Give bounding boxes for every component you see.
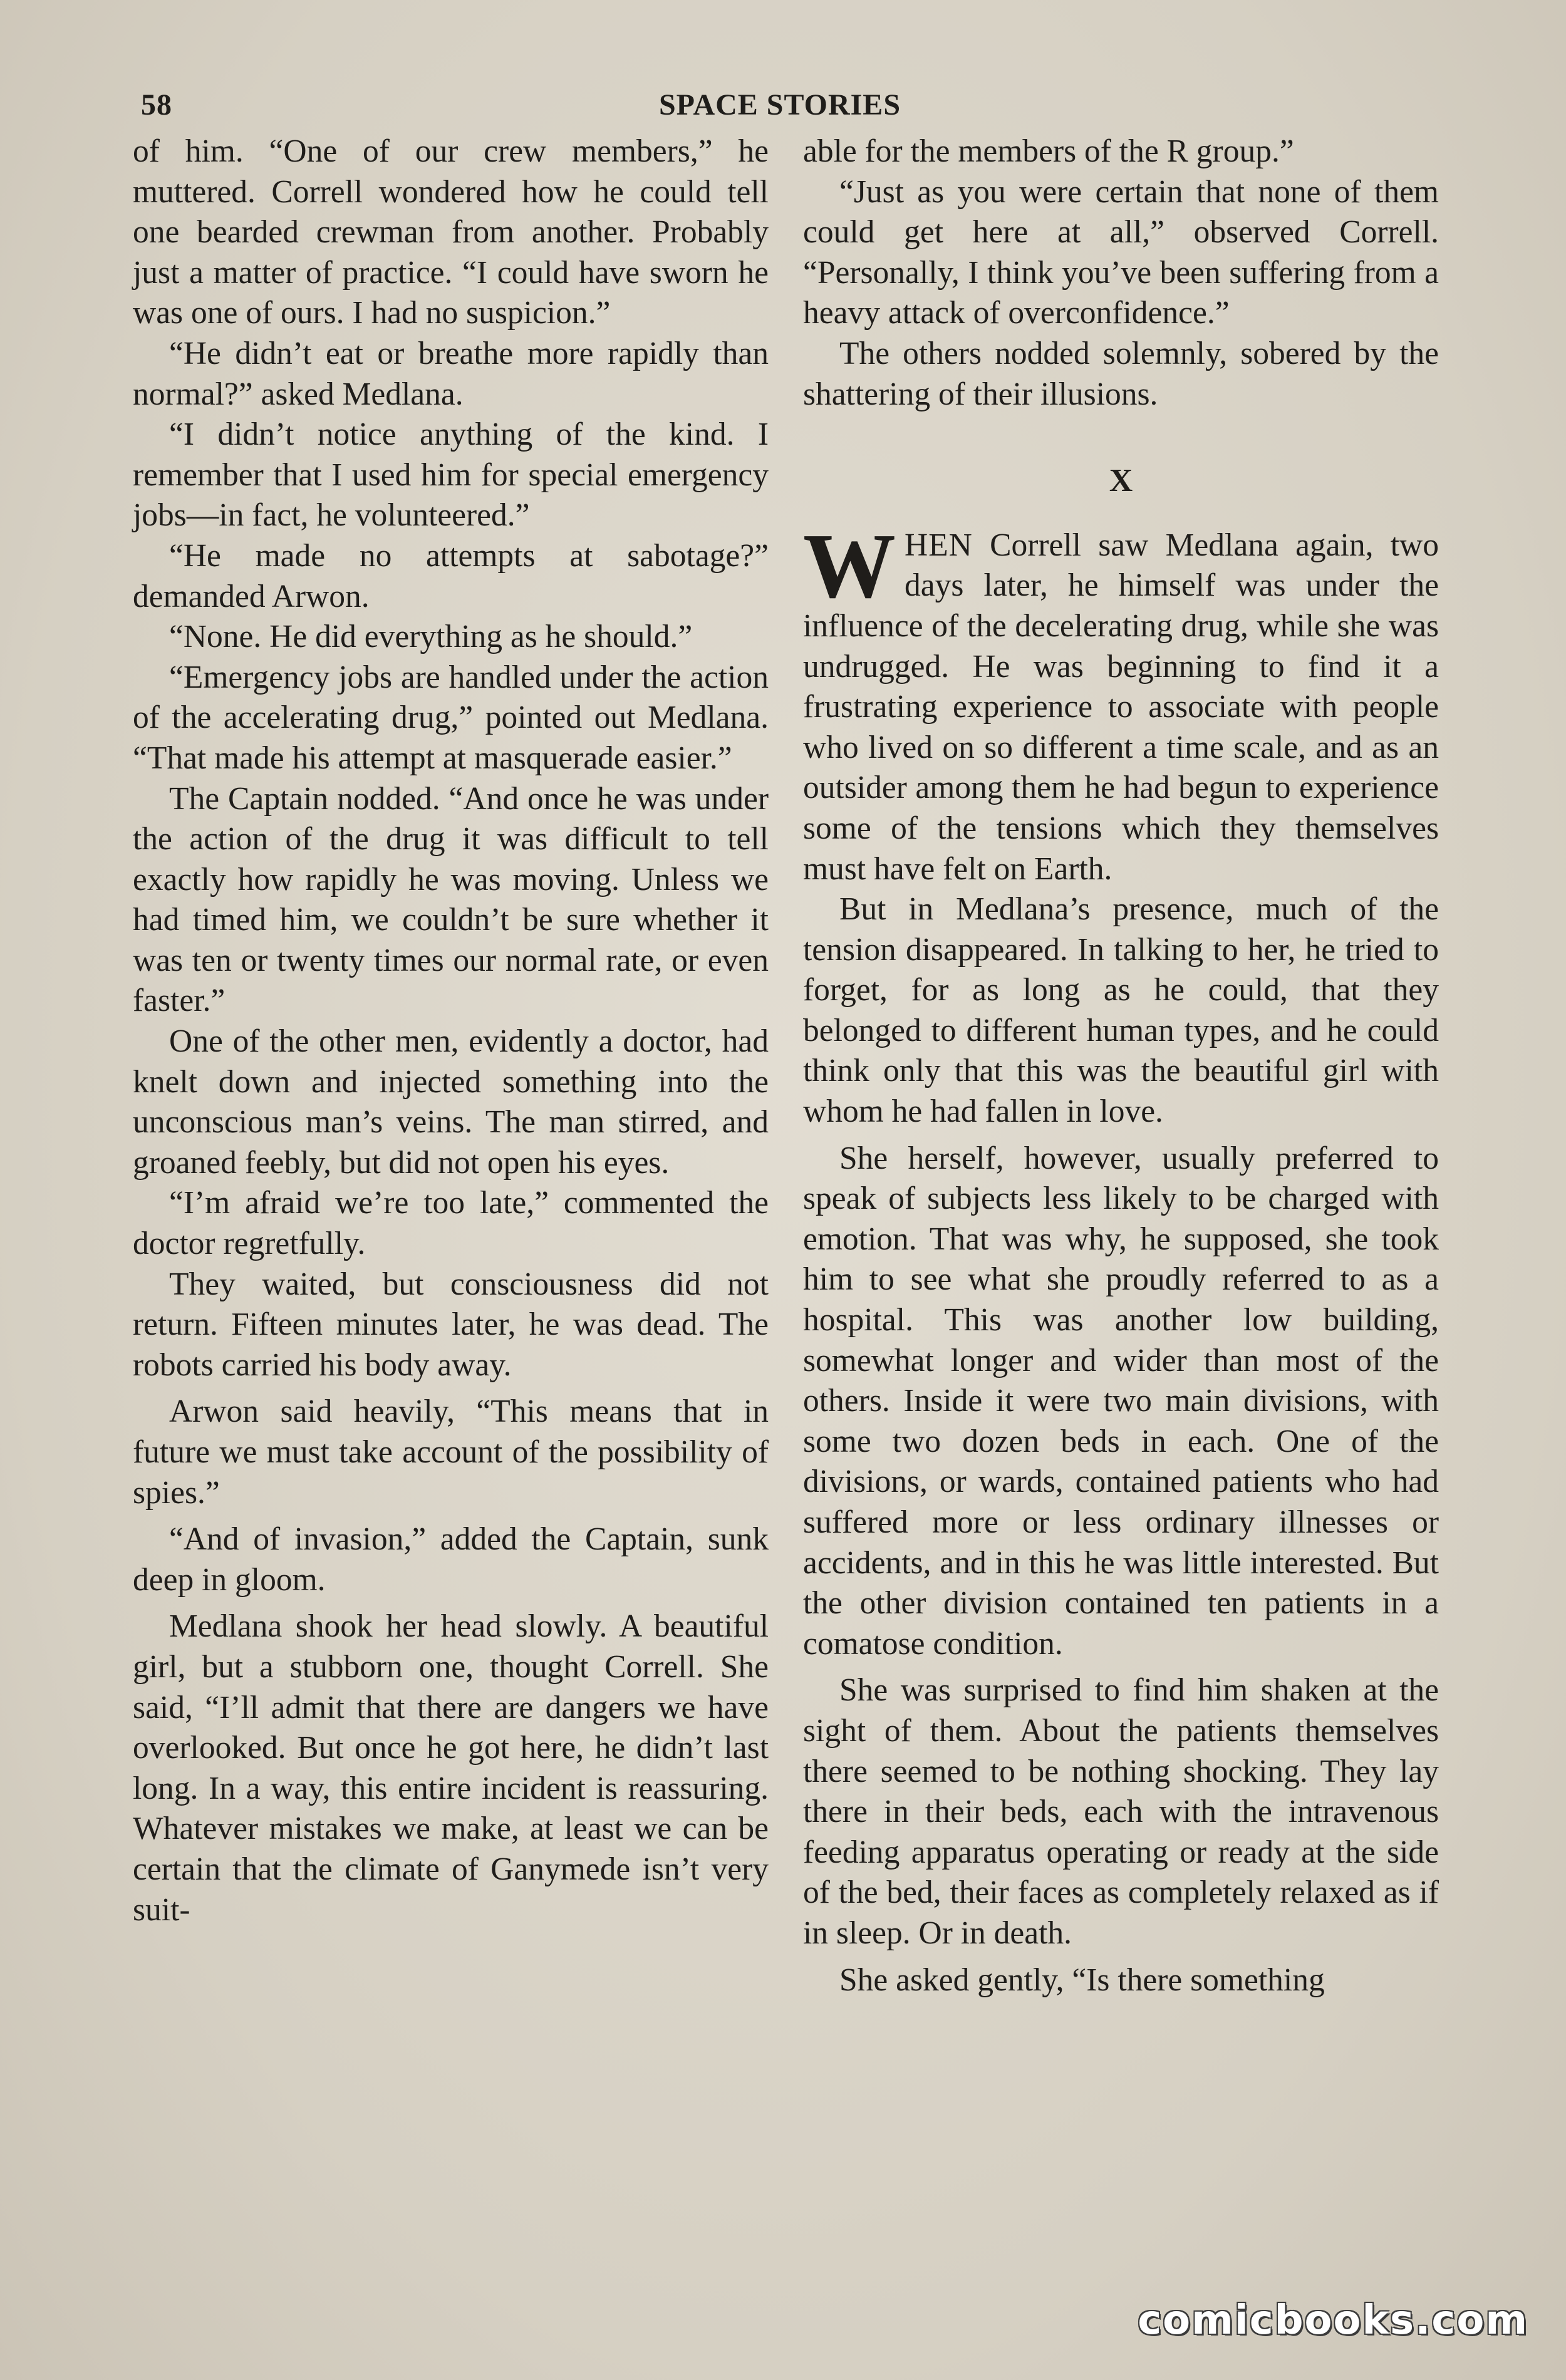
paragraph: of him. “One of our crew members,” he muttered. Correll wondered how he could tell one bearded crewman from another. Probably just a matter of practice. “I could have sworn he was one of ours. I had no suspicion.” xyxy=(133,133,769,331)
paragraph: She was surprised to find him shaken at the sight of them. About the patients themselves there seemed to be nothing shocking. They lay there in their beds, each with the intravenous feeding apparatus operating or ready at the side of the bed, their faces as completely relaxed as if in sleep. Or in death. xyxy=(803,1672,1439,1951)
paragraph: Arwon said heavily, “This means that in future we must take account of the possibility of spies.” xyxy=(133,1394,769,1511)
paragraph: “I’m afraid we’re too late,” commented the doctor regretfully. xyxy=(133,1185,769,1262)
paragraph: “Emergency jobs are handled under the action of the accelerating drug,” pointed out Medlana. “That made his attempt at masquerade easier.” xyxy=(133,659,769,776)
running-head: SPACE STORIES xyxy=(658,88,901,122)
paragraph: “None. He did everything as he should.” xyxy=(169,619,693,655)
paragraph: She herself, however, usually preferred to speak of subjects less likely to be charged with emotion. That was why, he supposed, she took him to see what she proudly referred to as a hospital. This was another low building, somewhat longer and wider than most of the others. Inside it were two main divisions, with some two dozen beds in each. One of the divisions, or wards, contained patients who had suffered more or less ordinary illnesses or accidents, and in this he was little interested. But the other division contained ten patients in a comatose condition. xyxy=(803,1140,1439,1662)
paragraph: “Just as you were certain that none of them could get here at all,” observed Correll. “Personally, I think you’ve been suffering from a heavy attack of overconfidence.” xyxy=(803,173,1439,331)
drop-cap: W xyxy=(803,514,896,618)
paragraph: But in Medlana’s presence, much of the tension disappeared. In talking to her, he tried to forget, for as long as he could, that they belonged to different human types, and he could think only that this was the beautiful girl with whom he had fallen in love. xyxy=(803,891,1439,1130)
page-header xyxy=(141,88,1419,125)
page-number: 58 xyxy=(141,88,172,122)
opening-word: HEN xyxy=(905,527,973,563)
left-column xyxy=(133,132,769,1930)
paragraph: Medlana shook her head slowly. A beautiful girl, but a stubborn one, thought Correll. She said, “I’ll admit that there are dangers we have overlooked. But once he got here, he didn’t last long. In a way, this entire incident is reassuring. Whatever mistakes we make, at least we can be certain that the climate of Ganymede isn’t very suit- xyxy=(133,1608,769,1928)
chapter-heading: X xyxy=(1109,463,1133,499)
paragraph: “I didn’t notice anything of the kind. I remember that I used him for special emergency jobs—in fact, he volunteered.” xyxy=(133,416,769,534)
paragraph: They waited, but consciousness did not return. Fifteen minutes later, he was dead. The robots carried his body away. xyxy=(133,1266,769,1383)
opening-text: Correll saw Medlana again, two days later, he himself was under the influence of the decelerating drug, while she was undrugged. He was beginning to find it a frustrating experience to associate with people who lived on so different a time scale, and as an outsider among them he had begun to experience some of the tensions which they themselves must have felt on Earth. xyxy=(803,527,1439,887)
paragraph: able for the members of the R group.” xyxy=(803,133,1294,169)
paragraph: One of the other men, evidently a doctor, had knelt down and injected something into the unconscious man’s veins. The man stirred, and groaned feebly, but did not open his eyes. xyxy=(133,1023,769,1181)
chapter-opening-paragraph xyxy=(803,514,1439,889)
paragraph: The others nodded solemnly, sobered by the shattering of their illusions. xyxy=(803,335,1439,412)
paragraph: The Captain nodded. “And once he was under the action of the drug it was difficult to tell exactly how rapidly he was moving. Unless we had timed him, we couldn’t be sure whether it was ten or twenty times our normal rate, or even faster.” xyxy=(133,780,769,1019)
right-column xyxy=(803,132,1439,2000)
paragraph: “He didn’t eat or breathe more rapidly than normal?” asked Medlana. xyxy=(133,335,769,412)
paragraph: “He made no attempts at sabotage?” demanded Arwon. xyxy=(133,537,769,614)
paragraph: She asked gently, “Is there something xyxy=(839,1962,1325,1998)
paragraph: “And of invasion,” added the Captain, sunk deep in gloom. xyxy=(133,1521,769,1598)
site-watermark: comicbooks.com xyxy=(1138,2297,1528,2344)
